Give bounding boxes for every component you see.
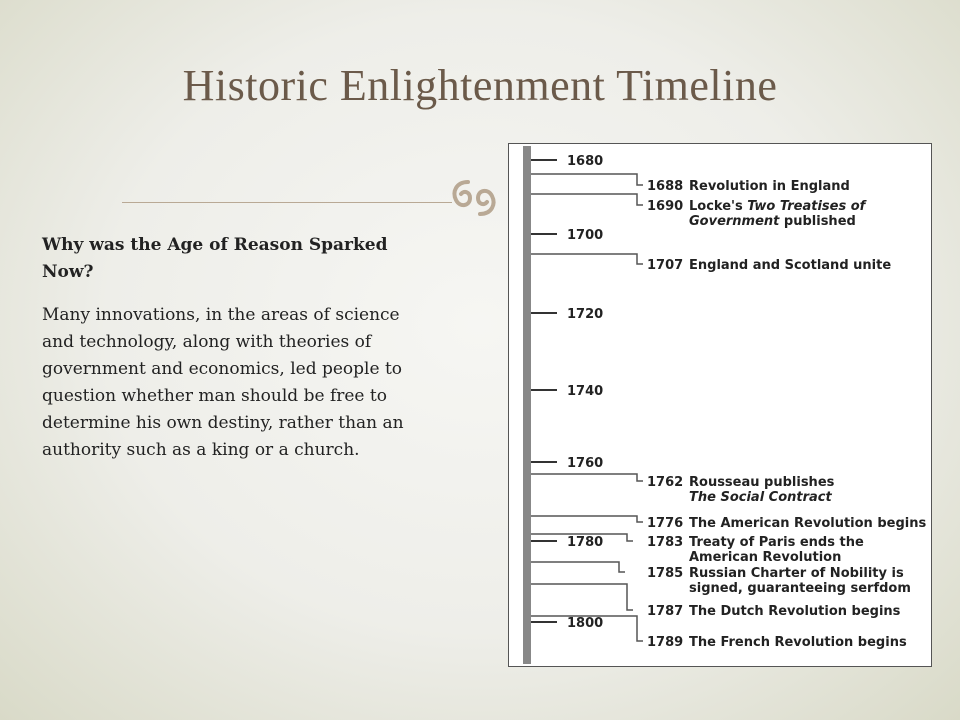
event-label	[689, 635, 907, 650]
event-label	[689, 199, 868, 214]
event-text-segment: signed, guaranteeing serfdom	[689, 581, 911, 596]
year-label: 1760	[567, 456, 604, 471]
event-year: 1707	[647, 258, 684, 273]
event-bracket	[531, 174, 643, 185]
event-year: 1783	[647, 535, 684, 550]
event-bracket	[531, 254, 643, 264]
slide-title: Historic Enlightenment Timeline	[182, 61, 778, 110]
year-label: 1800	[567, 616, 604, 631]
event-text-segment: Two Treatises of	[747, 199, 866, 214]
event-text-segment: published	[779, 214, 856, 229]
event-year: 1789	[647, 635, 684, 650]
event-text-segment: The Social Contract	[689, 490, 832, 505]
event-label	[689, 566, 904, 581]
section-question: Why was the Age of Reason Sparked Now?	[42, 235, 388, 282]
event-bracket	[531, 474, 643, 481]
event-bracket	[531, 562, 625, 572]
event-label	[689, 490, 833, 505]
event-text-segment: The French Revolution begins	[689, 635, 907, 650]
event-bracket	[531, 516, 643, 522]
event-text-segment: Russian Charter of Nobility is	[689, 566, 904, 581]
fleuron-icon	[446, 176, 502, 220]
event-label	[689, 258, 891, 273]
event-text-segment: The American Revolution begins	[689, 516, 927, 531]
year-label: 1680	[567, 154, 604, 169]
year-label: 1700	[567, 228, 604, 243]
event-label	[689, 179, 850, 194]
event-text-segment: The Dutch Revolution begins	[689, 604, 901, 619]
event-text-segment: Rousseau publishes	[689, 475, 835, 490]
title-divider	[122, 202, 452, 203]
event-label	[689, 604, 901, 619]
event-year: 1690	[647, 199, 684, 214]
event-label	[689, 214, 856, 229]
event-label	[689, 550, 841, 565]
event-text-segment: Revolution in England	[689, 179, 850, 194]
event-year: 1785	[647, 566, 684, 581]
event-bracket	[531, 584, 633, 610]
year-label: 1720	[567, 307, 604, 322]
timeline-spine	[523, 146, 531, 664]
event-year: 1787	[647, 604, 684, 619]
event-label	[689, 581, 911, 596]
event-text-segment: Treaty of Paris ends the	[689, 535, 864, 550]
timeline-svg	[509, 144, 931, 666]
event-text-segment: Locke's	[689, 199, 748, 214]
event-text-segment: American Revolution	[689, 550, 842, 565]
event-text-segment: Government	[689, 214, 780, 229]
year-label: 1740	[567, 384, 604, 399]
event-text-segment: England and Scotland unite	[689, 258, 892, 273]
event-year: 1762	[647, 475, 684, 490]
event-label	[689, 475, 835, 490]
event-bracket	[531, 194, 643, 205]
year-label: 1780	[567, 535, 604, 550]
event-year: 1776	[647, 516, 684, 531]
event-year: 1688	[647, 179, 684, 194]
text-block	[42, 232, 422, 464]
section-body: Many innovations, in the areas of science and technology, along with theories of government and economics, led people to question whether man should be free to determine his own destiny, rather than an authority such as a king or a church.	[42, 305, 404, 460]
event-label	[689, 535, 864, 550]
event-label	[689, 516, 926, 531]
timeline-figure	[508, 143, 932, 667]
